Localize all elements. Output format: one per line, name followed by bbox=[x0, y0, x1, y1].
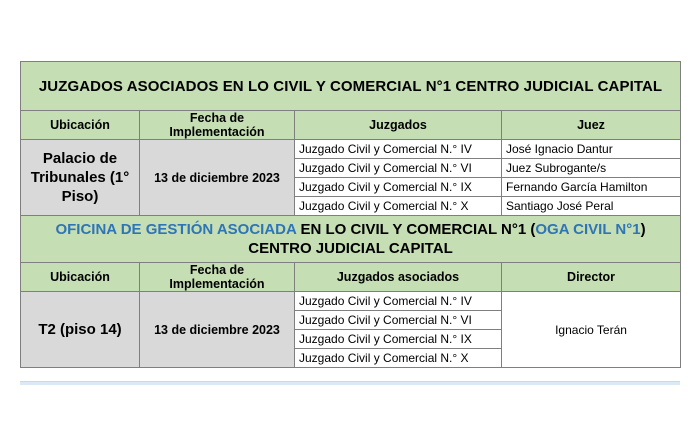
table-row bbox=[21, 292, 681, 311]
date-cell: 13 de diciembre 2023 bbox=[140, 292, 295, 368]
juez-cell: Santiago José Peral bbox=[502, 197, 681, 216]
oga-name: OFICINA DE GESTIÓN ASOCIADA bbox=[55, 221, 297, 238]
juzgado-cell: Juzgado Civil y Comercial N.° X bbox=[295, 349, 502, 368]
table-row bbox=[21, 140, 681, 159]
section2-title bbox=[21, 216, 681, 263]
director-cell: Ignacio Terán bbox=[502, 292, 681, 368]
header-juzgados: Juzgados bbox=[295, 111, 502, 140]
location-cell: Palacio de Tribunales (1° Piso) bbox=[21, 140, 140, 216]
juez-cell: José Ignacio Dantur bbox=[502, 140, 681, 159]
header-juez: Juez bbox=[502, 111, 681, 140]
juez-cell: Fernando García Hamilton bbox=[502, 178, 681, 197]
section2-title-end: ) CENTRO JUDICIAL CAPITAL bbox=[248, 221, 646, 257]
date-cell: 13 de diciembre 2023 bbox=[140, 140, 295, 216]
header-fecha: Fecha de Implementación bbox=[140, 111, 295, 140]
juzgado-cell: Juzgado Civil y Comercial N.° IX bbox=[295, 178, 502, 197]
header-ubicacion: Ubicación bbox=[21, 263, 140, 292]
juzgado-cell: Juzgado Civil y Comercial N.° IV bbox=[295, 292, 502, 311]
juzgado-cell: Juzgado Civil y Comercial N.° IX bbox=[295, 330, 502, 349]
juzgado-cell: Juzgado Civil y Comercial N.° X bbox=[295, 197, 502, 216]
juzgado-cell: Juzgado Civil y Comercial N.° VI bbox=[295, 159, 502, 178]
juzgado-cell: Juzgado Civil y Comercial N.° VI bbox=[295, 311, 502, 330]
section1-title: JUZGADOS ASOCIADOS EN LO CIVIL Y COMERCIAL N°1 CENTRO JUDICIAL CAPITAL bbox=[21, 62, 681, 111]
juez-cell: Juez Subrogante/s bbox=[502, 159, 681, 178]
oga-abbrev: OGA CIVIL N°1 bbox=[535, 221, 641, 238]
juzgado-cell: Juzgado Civil y Comercial N.° IV bbox=[295, 140, 502, 159]
header-ubicacion: Ubicación bbox=[21, 111, 140, 140]
bottom-divider bbox=[20, 381, 680, 385]
section2-title-text: EN LO CIVIL Y COMERCIAL N°1 ( bbox=[296, 221, 536, 238]
header-juzgados-asociados: Juzgados asociados bbox=[295, 263, 502, 292]
header-fecha: Fecha de Implementación bbox=[140, 263, 295, 292]
location-cell: T2 (piso 14) bbox=[21, 292, 140, 368]
spreadsheet-table bbox=[20, 61, 680, 368]
header-director: Director bbox=[502, 263, 681, 292]
